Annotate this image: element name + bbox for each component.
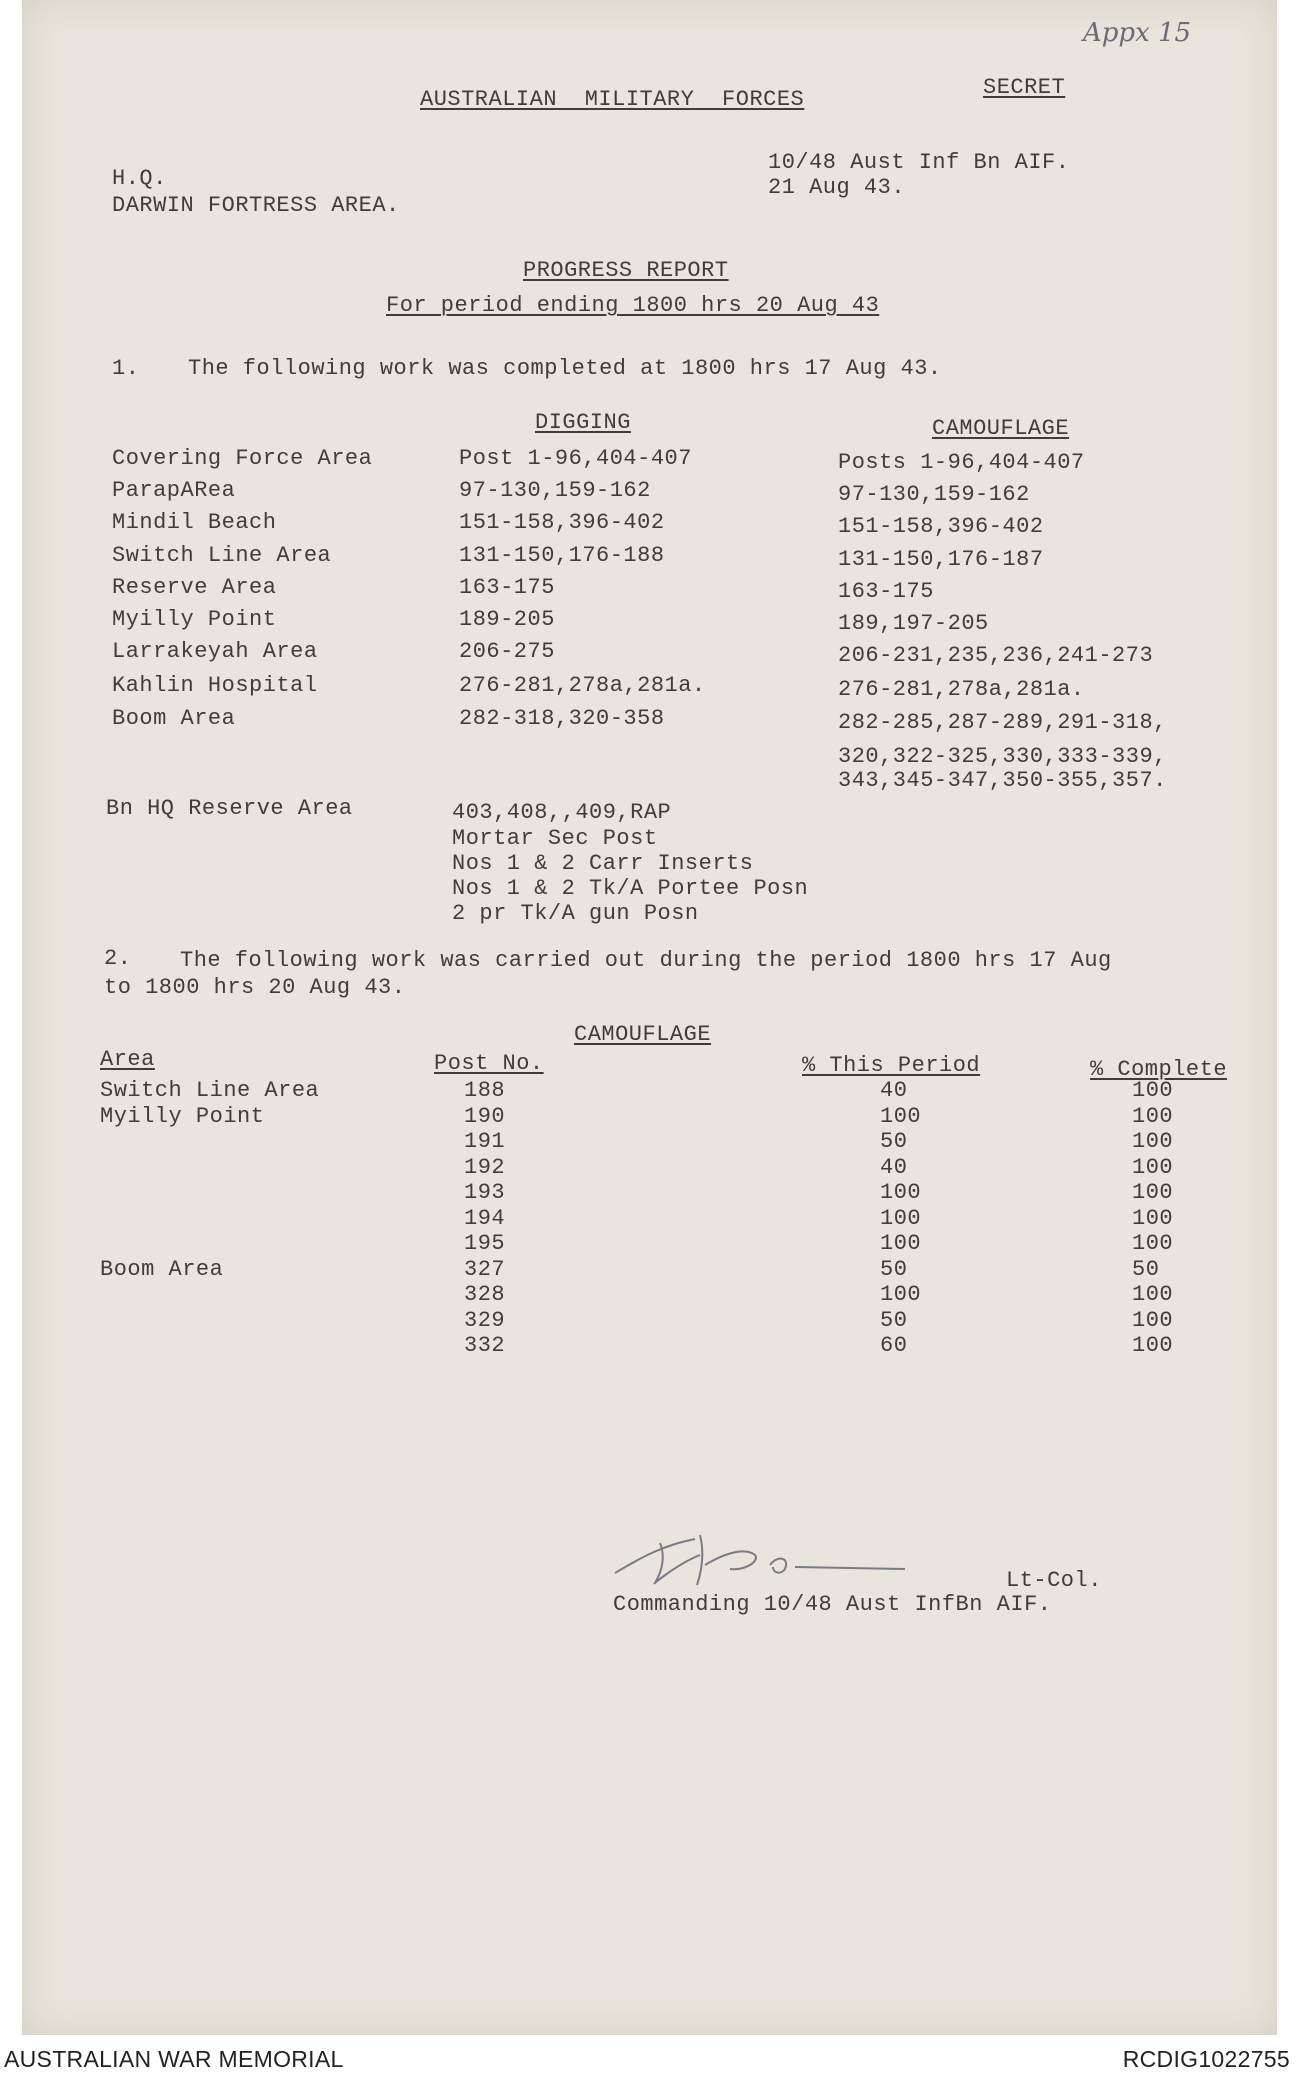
digging-heading: DIGGING xyxy=(535,410,631,435)
this-period-cell: 50 xyxy=(880,1308,908,1333)
addressee-line1: H.Q. xyxy=(112,166,167,191)
digging-cell: 163-175 xyxy=(459,575,555,600)
unit-line: 10/48 Aust Inf Bn AIF. xyxy=(768,150,1070,175)
bn-hq-item-3: Nos 1 & 2 Carr Inserts xyxy=(452,851,754,876)
bn-hq-area: Bn HQ Reserve Area xyxy=(106,796,353,821)
boom-camouflage-cont-1: 320,322-325,330,333-339, xyxy=(838,744,1167,769)
addressee-line2: DARWIN FORTRESS AREA. xyxy=(112,193,400,218)
section2-number: 2. xyxy=(104,946,132,971)
camouflage-heading: CAMOUFLAGE xyxy=(932,416,1070,441)
complete-cell: 100 xyxy=(1132,1155,1174,1180)
area-cell: Boom Area xyxy=(100,1257,224,1282)
post-number-cell: 328 xyxy=(464,1282,506,1307)
bn-hq-item-5: 2 pr Tk/A gun Posn xyxy=(452,901,699,926)
date-line: 21 Aug 43. xyxy=(768,175,906,200)
post-number-cell: 191 xyxy=(464,1129,506,1154)
section2-text-line1: The following work was carried out during the period 1800 hrs 17 Aug xyxy=(180,948,1112,973)
this-period-cell: 40 xyxy=(880,1155,908,1180)
area-cell: Kahlin Hospital xyxy=(112,673,318,698)
complete-cell: 100 xyxy=(1132,1206,1174,1231)
document-title: AUSTRALIAN MILITARY FORCES xyxy=(420,87,805,112)
signature-line: Commanding 10/48 Aust InfBn AIF. xyxy=(613,1592,1052,1617)
this-period-cell: 100 xyxy=(880,1180,922,1205)
col-complete-header: % Complete xyxy=(1090,1057,1228,1082)
digging-cell: 276-281,278a,281a. xyxy=(459,673,706,698)
section1-number: 1. xyxy=(112,356,140,381)
digging-cell: 97-130,159-162 xyxy=(459,478,651,503)
signature-icon xyxy=(605,1525,1025,1595)
area-cell: Myilly Point xyxy=(112,607,277,632)
footer-left: AUSTRALIAN WAR MEMORIAL xyxy=(4,2046,344,2072)
section2-heading: CAMOUFLAGE xyxy=(574,1022,712,1047)
bn-hq-item-4: Nos 1 & 2 Tk/A Portee Posn xyxy=(452,876,809,901)
handwritten-annotation: Appx 15 xyxy=(1083,18,1192,48)
this-period-cell: 50 xyxy=(880,1257,908,1282)
complete-cell: 100 xyxy=(1132,1282,1174,1307)
digging-cell: 151-158,396-402 xyxy=(459,510,665,535)
complete-cell: 100 xyxy=(1132,1308,1174,1333)
area-cell: Boom Area xyxy=(112,706,236,731)
complete-cell: 100 xyxy=(1132,1104,1174,1129)
area-cell: Covering Force Area xyxy=(112,446,373,471)
post-number-cell: 190 xyxy=(464,1104,506,1129)
col-area-header: Area xyxy=(100,1047,155,1072)
classification-label: SECRET xyxy=(983,75,1066,100)
area-cell: Myilly Point xyxy=(100,1104,265,1129)
col-this-period-header: % This Period xyxy=(802,1053,981,1078)
complete-cell: 100 xyxy=(1132,1231,1174,1256)
complete-cell: 100 xyxy=(1132,1333,1174,1358)
boom-camouflage-cont-2: 343,345-347,350-355,357. xyxy=(838,768,1167,793)
digging-cell: 131-150,176-188 xyxy=(459,543,665,568)
complete-cell: 100 xyxy=(1132,1180,1174,1205)
digging-cell: 189-205 xyxy=(459,607,555,632)
report-subtitle: For period ending 1800 hrs 20 Aug 43 xyxy=(386,293,880,318)
area-cell: Switch Line Area xyxy=(100,1078,320,1103)
area-cell: Larrakeyah Area xyxy=(112,639,318,664)
complete-cell: 100 xyxy=(1132,1129,1174,1154)
area-cell: Switch Line Area xyxy=(112,543,332,568)
this-period-cell: 100 xyxy=(880,1206,922,1231)
this-period-cell: 100 xyxy=(880,1104,922,1129)
area-cell: ParapARea xyxy=(112,478,236,503)
section1-text: The following work was completed at 1800 hrs 17 Aug 43. xyxy=(188,356,942,381)
camouflage-cell: 97-130,159-162 xyxy=(838,482,1030,507)
area-cell: Reserve Area xyxy=(112,575,277,600)
camouflage-cell: 163-175 xyxy=(838,579,934,604)
camouflage-cell: 151-158,396-402 xyxy=(838,514,1044,539)
report-title: PROGRESS REPORT xyxy=(523,258,729,283)
post-number-cell: 327 xyxy=(464,1257,506,1282)
post-number-cell: 188 xyxy=(464,1078,506,1103)
this-period-cell: 100 xyxy=(880,1282,922,1307)
this-period-cell: 50 xyxy=(880,1129,908,1154)
camouflage-cell: 282-285,287-289,291-318, xyxy=(838,710,1167,735)
complete-cell: 50 xyxy=(1132,1257,1160,1282)
camouflage-cell: 276-281,278a,281a. xyxy=(838,677,1085,702)
post-number-cell: 193 xyxy=(464,1180,506,1205)
area-cell: Mindil Beach xyxy=(112,510,277,535)
complete-cell: 100 xyxy=(1132,1078,1174,1103)
digging-cell: Post 1-96,404-407 xyxy=(459,446,692,471)
post-number-cell: 329 xyxy=(464,1308,506,1333)
post-number-cell: 195 xyxy=(464,1231,506,1256)
this-period-cell: 100 xyxy=(880,1231,922,1256)
col-post-header: Post No. xyxy=(434,1051,544,1076)
camouflage-cell: 131-150,176-187 xyxy=(838,547,1044,572)
camouflage-cell: Posts 1-96,404-407 xyxy=(838,450,1085,475)
post-number-cell: 194 xyxy=(464,1206,506,1231)
post-number-cell: 332 xyxy=(464,1333,506,1358)
signature-rank: Lt-Col. xyxy=(1006,1568,1102,1593)
camouflage-cell: 206-231,235,236,241-273 xyxy=(838,643,1154,668)
digging-cell: 282-318,320-358 xyxy=(459,706,665,731)
digging-cell: 206-275 xyxy=(459,639,555,664)
section2-text-line2: to 1800 hrs 20 Aug 43. xyxy=(104,975,406,1000)
bn-hq-item-2: Mortar Sec Post xyxy=(452,826,658,851)
this-period-cell: 60 xyxy=(880,1333,908,1358)
camouflage-cell: 189,197-205 xyxy=(838,611,989,636)
this-period-cell: 40 xyxy=(880,1078,908,1103)
post-number-cell: 192 xyxy=(464,1155,506,1180)
bn-hq-item-1: 403,408,,409,RAP xyxy=(452,800,672,825)
footer-right: RCDIG1022755 xyxy=(1122,2046,1290,2072)
